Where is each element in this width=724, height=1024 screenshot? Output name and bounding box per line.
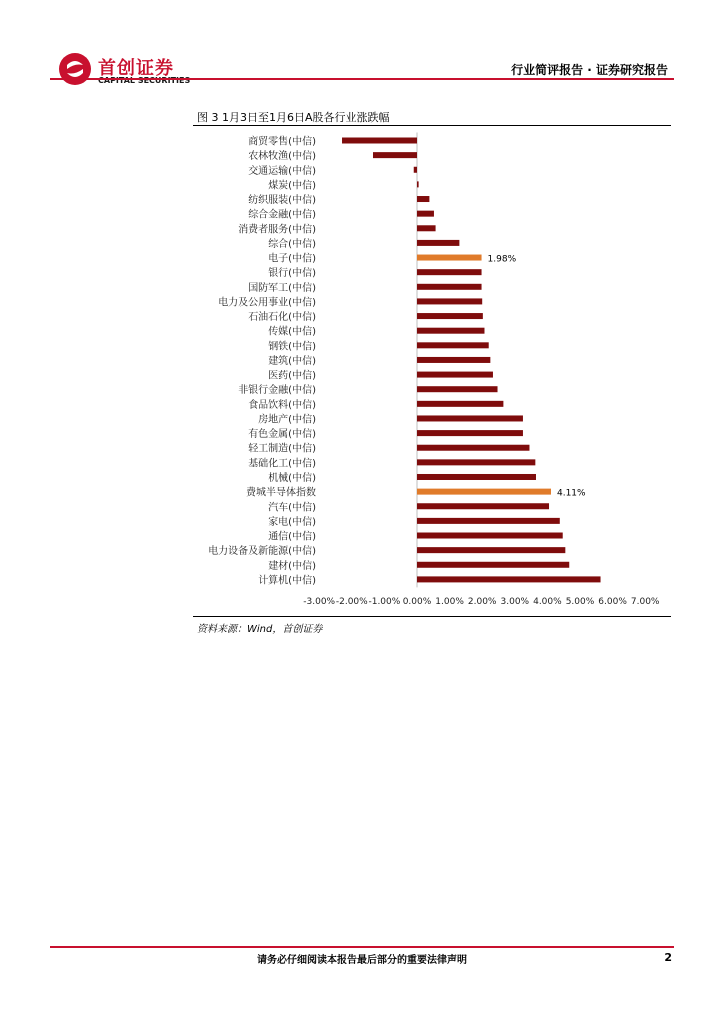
category-label: 机械(中信): [268, 472, 316, 484]
x-tick-label: -3.00%: [303, 597, 336, 607]
category-label: 传媒(中信): [268, 326, 316, 338]
category-label: 电子(中信): [268, 253, 316, 265]
bar-4: [417, 181, 419, 187]
category-label: 煤炭(中信): [268, 180, 316, 192]
x-tick-label: 6.00%: [598, 597, 627, 607]
bar-1: [342, 138, 417, 144]
bar-21: [417, 430, 523, 436]
figure-title: 图 3 1月3日至1月6日A股各行业涨跌幅: [197, 111, 390, 124]
category-label: 钢铁(中信): [268, 341, 316, 353]
category-label: 汽车(中信): [268, 502, 316, 514]
category-label: 基础化工(中信): [248, 458, 316, 470]
category-label: 计算机(中信): [258, 575, 316, 587]
footer-divider: [50, 946, 674, 948]
bar-11: [417, 284, 482, 290]
category-label: 建材(中信): [268, 560, 316, 572]
category-label: 费城半导体指数: [246, 487, 316, 499]
category-label: 食品饮料(中信): [248, 399, 316, 411]
x-tick-label: 3.00%: [500, 597, 530, 607]
bar-10: [417, 269, 482, 275]
bar-6: [417, 211, 434, 217]
x-tick-label: 0.00%: [402, 597, 432, 607]
category-label: 交通运输(中信): [248, 165, 316, 177]
figure-source: 资料来源：Wind，首创证券: [197, 624, 323, 635]
category-label: 商贸零售(中信): [248, 136, 316, 148]
bar-26: [417, 503, 549, 509]
category-label: 家电(中信): [268, 516, 316, 528]
category-label: 国防军工(中信): [248, 282, 316, 294]
category-label: 房地产(中信): [258, 414, 316, 426]
category-label: 纺织服装(中信): [248, 195, 316, 207]
category-label: 建筑(中信): [268, 355, 316, 367]
bar-2: [373, 152, 417, 158]
bar-7: [417, 225, 436, 231]
data-label: 4.11%: [556, 488, 586, 499]
bar-19: [417, 401, 503, 407]
brand-name-cn: 首创证券: [98, 58, 174, 79]
data-label: 1.98%: [487, 254, 517, 265]
bar-14: [417, 328, 484, 334]
bar-20: [417, 415, 523, 421]
bar-31: [417, 576, 601, 582]
bar-27: [417, 518, 560, 524]
category-label: 农林牧渔(中信): [248, 151, 316, 163]
category-label: 电力设备及新能源(中信): [208, 546, 316, 558]
category-label: 电力及公用事业(中信): [218, 297, 316, 309]
bar-22: [417, 445, 529, 451]
bar-25: [417, 489, 551, 495]
bar-9: [417, 255, 482, 261]
category-label: 消费者服务(中信): [238, 224, 316, 236]
x-tick-label: 1.00%: [435, 597, 464, 607]
category-label: 通信(中信): [268, 531, 316, 543]
legal-disclaimer: 请务必仔细阅读本报告最后部分的重要法律声明: [257, 955, 467, 966]
bar-18: [417, 386, 498, 392]
bar-24: [417, 474, 536, 480]
x-tick-label: 4.00%: [533, 597, 562, 607]
category-label: 轻工制造(中信): [248, 443, 316, 455]
bar-17: [417, 372, 493, 378]
category-label: 医药(中信): [268, 370, 316, 382]
category-label: 综合(中信): [268, 238, 316, 250]
figure-bottom-rule: [193, 616, 671, 617]
bar-28: [417, 533, 563, 539]
x-tick-label: 2.00%: [467, 597, 497, 607]
page-number: 2: [664, 951, 672, 964]
category-label: 综合金融(中信): [248, 209, 316, 221]
category-label: 石油石化(中信): [248, 312, 316, 324]
x-tick-label: -1.00%: [368, 597, 401, 607]
report-type: 行业简评报告 · 证券研究报告: [511, 63, 668, 77]
brand-name-en: CAPITAL SECURITIES: [98, 76, 191, 85]
bar-29: [417, 547, 565, 553]
bar-30: [417, 562, 569, 568]
bar-8: [417, 240, 459, 246]
category-label: 非银行金融(中信): [238, 385, 316, 397]
bar-3: [414, 167, 417, 173]
bar-5: [417, 196, 429, 202]
category-label: 有色金属(中信): [248, 429, 316, 441]
bar-12: [417, 298, 482, 304]
bar-13: [417, 313, 483, 319]
bar-16: [417, 357, 490, 363]
x-tick-label: 7.00%: [630, 597, 660, 607]
bar-23: [417, 459, 535, 465]
bar-15: [417, 342, 489, 348]
x-tick-label: 5.00%: [565, 597, 595, 607]
x-tick-label: -2.00%: [335, 597, 368, 607]
category-label: 银行(中信): [268, 268, 316, 280]
